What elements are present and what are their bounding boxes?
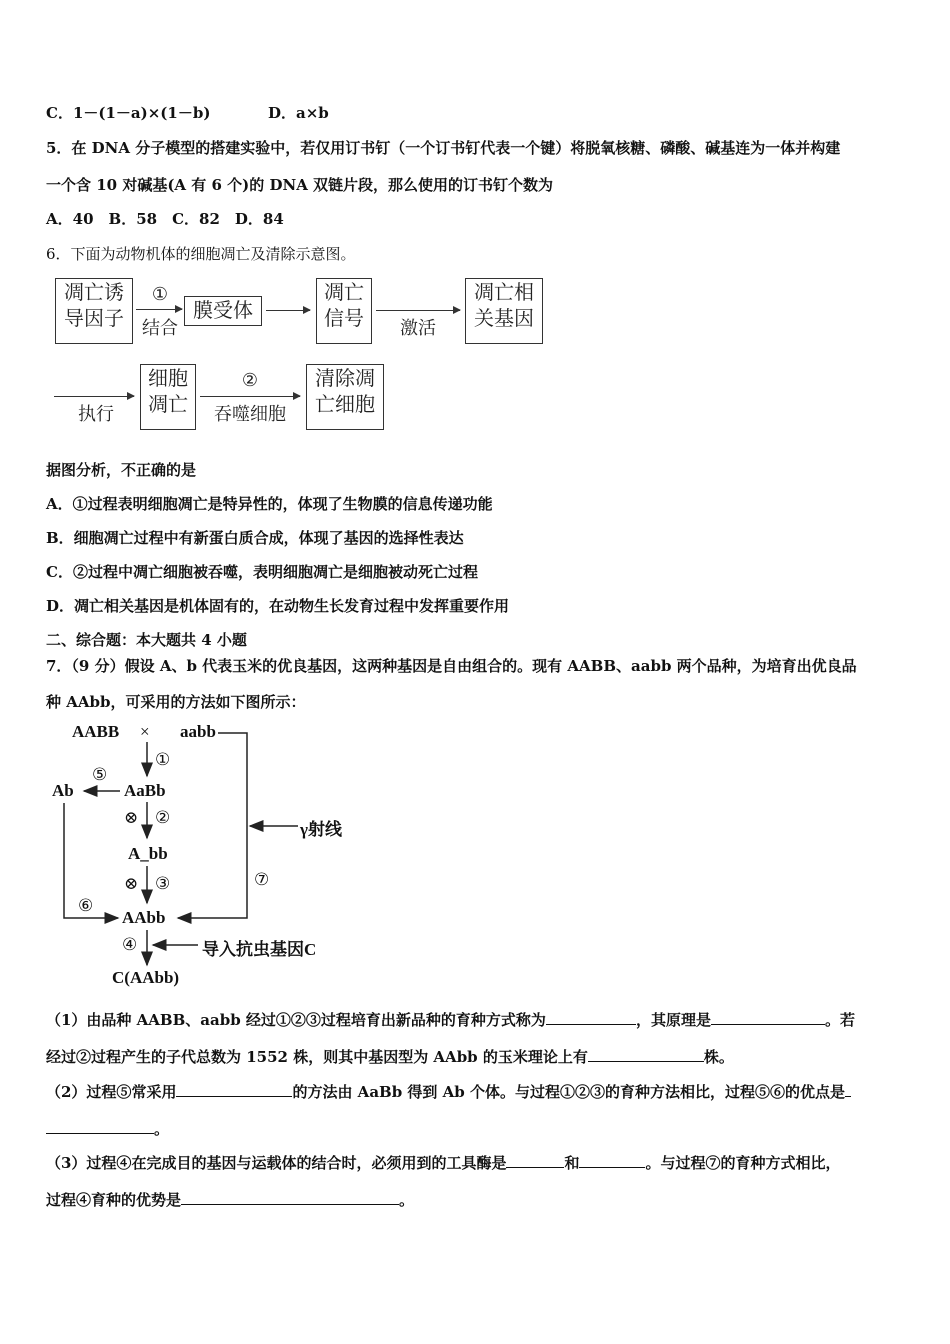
q5-options: A．40 B．58 C．82 D．84 xyxy=(46,210,284,228)
q7-sub1-text-c: 。若 xyxy=(824,1011,855,1029)
box-genes-line1: 凋亡相 xyxy=(474,280,534,304)
step-7: ⑦ xyxy=(254,870,270,889)
q6-stem: 6．下面为动物机体的细胞凋亡及清除示意图。 xyxy=(46,245,356,263)
bind-label: 结合 xyxy=(142,318,178,339)
q7-sub1-line1 xyxy=(46,1009,855,1030)
step-6: ⑥ xyxy=(78,896,94,915)
q6-prompt: 据图分析，不正确的是 xyxy=(46,461,197,479)
gen-a-bb: A_bb xyxy=(128,844,168,863)
answer-blank-enzyme-2[interactable] xyxy=(579,1153,645,1168)
box-signal-line2: 信号 xyxy=(324,306,364,330)
box-clearance-line2: 亡细胞 xyxy=(315,392,375,416)
answer-blank-advantage-start[interactable] xyxy=(845,1082,851,1097)
step-4: ④ xyxy=(122,935,138,954)
q7-sub1-text-a: （1）由品种 AABB、aabb 经过①②③过程培育出新品种的育种方式称为 xyxy=(46,1011,546,1029)
step1-label: ① xyxy=(151,284,169,305)
q7-sub1-text-e: 株。 xyxy=(703,1048,734,1066)
self-cross-2: ⊗ xyxy=(124,808,139,827)
q7-sub1-line2 xyxy=(46,1046,734,1067)
q5-stem-line2: 一个含 10 对碱基(A 有 6 个)的 DNA 双链片段，那么使用的订书钉个数为 xyxy=(46,176,554,194)
q6-option-b: B．细胞凋亡过程中有新蛋白质合成，体现了基因的选择性表达 xyxy=(46,529,464,547)
q6-option-c: C．②过程中凋亡细胞被吞噬，表明细胞凋亡是细胞被动死亡过程 xyxy=(46,563,478,581)
q7-stem-line1: 7．（9 分）假设 A、b 代表玉米的优良基因，这两种基因是自由组合的。现有 AABB、aabb 两个品种，为培育出优良品 xyxy=(46,657,857,675)
q7-stem-line2: 种 AAbb，可采用的方法如下图所示： xyxy=(46,693,306,711)
q6-option-d: D．凋亡相关基因是机体固有的，在动物生长发育过程中发挥重要作用 xyxy=(46,597,510,615)
q7-sub2-text-c: 。 xyxy=(154,1120,170,1138)
q7-sub3-line1 xyxy=(46,1152,840,1173)
box-signal-line1: 凋亡 xyxy=(324,280,364,304)
q7-sub3-text-a: （3）过程④在完成目的基因与运载体的结合时，必须用到的工具酶是 xyxy=(46,1154,507,1172)
section-2-heading: 二、综合题：本大题共 4 小题 xyxy=(46,631,247,649)
q7-sub1-text-d: 经过②过程产生的子代总数为 1552 株，则其中基因型为 AAbb 的玉米理论上有 xyxy=(46,1048,588,1066)
box-genes-line2: 关基因 xyxy=(474,306,534,330)
q7-sub3-text-e: 。 xyxy=(399,1191,415,1209)
answer-blank-method[interactable] xyxy=(546,1010,636,1025)
parent-aabb-upper: AABB xyxy=(72,722,120,741)
step-1: ① xyxy=(155,750,171,769)
gen-aabb: AAbb xyxy=(122,908,166,927)
q7-sub1-text-b: ，其原理是 xyxy=(635,1011,711,1029)
answer-blank-enzyme-1[interactable] xyxy=(506,1153,564,1168)
gene-c-label: 导入抗虫基因C xyxy=(202,940,317,959)
step2-label: ② xyxy=(241,370,259,391)
step-2: ② xyxy=(155,808,171,827)
step-3: ③ xyxy=(155,874,171,893)
parent-aabb-lower: aabb xyxy=(180,722,216,741)
q7-sub2-line1 xyxy=(46,1081,851,1102)
box-apoptosis-line2: 凋亡 xyxy=(148,392,188,416)
haploid-ab: Ab xyxy=(52,781,74,800)
answer-blank-advantage[interactable] xyxy=(46,1119,154,1134)
answer-blank-benefit[interactable] xyxy=(181,1190,399,1205)
q7-sub3-text-c: 。与过程⑦的育种方式相比， xyxy=(645,1154,841,1172)
q7-sub2-text-a: （2）过程⑤常采用 xyxy=(46,1083,177,1101)
phagocyte-label: 吞噬细胞 xyxy=(214,404,286,425)
box-apoptosis-line1: 细胞 xyxy=(148,366,188,390)
q7-sub3-text-b: 和 xyxy=(564,1154,580,1172)
box-inducer-line1: 凋亡诱 xyxy=(64,280,124,304)
q7-sub2-line2 xyxy=(46,1118,169,1139)
result-c-aabb: C(AAbb) xyxy=(112,968,180,987)
gamma-ray-label: γ射线 xyxy=(300,820,342,839)
q5-stem-line1: 5．在 DNA 分子模型的搭建实验中，若仅用订书钉（一个订书钉代表一个键）将脱氧核糖、磷酸、碱基连为一体并构建 xyxy=(46,139,841,157)
answer-blank-principle[interactable] xyxy=(711,1010,825,1025)
q4-option-c: C．1－(1－a)×(1－b) xyxy=(46,104,211,122)
box-clearance-line1: 清除凋 xyxy=(315,366,375,390)
q7-sub3-text-d: 过程④育种的优势是 xyxy=(46,1191,182,1209)
answer-blank-count[interactable] xyxy=(588,1047,704,1062)
q4-option-d: D．a×b xyxy=(268,104,329,122)
cross-symbol: × xyxy=(140,722,150,741)
q7-sub2-text-b: 的方法由 AaBb 得到 Ab 个体。与过程①②③的育种方法相比，过程⑤⑥的优点是 xyxy=(292,1083,845,1101)
box-inducer-line2: 导因子 xyxy=(64,306,124,330)
answer-blank-technique[interactable] xyxy=(176,1082,292,1097)
self-cross-3: ⊗ xyxy=(124,874,139,893)
q6-option-a: A．①过程表明细胞凋亡是特异性的，体现了生物膜的信息传递功能 xyxy=(46,495,493,513)
execute-label: 执行 xyxy=(78,404,114,425)
step-5: ⑤ xyxy=(92,765,108,784)
box-receptor: 膜受体 xyxy=(184,296,262,326)
f1-aabb: AaBb xyxy=(124,781,166,800)
q7-sub3-line2 xyxy=(46,1189,414,1210)
activate-label: 激活 xyxy=(400,318,436,339)
